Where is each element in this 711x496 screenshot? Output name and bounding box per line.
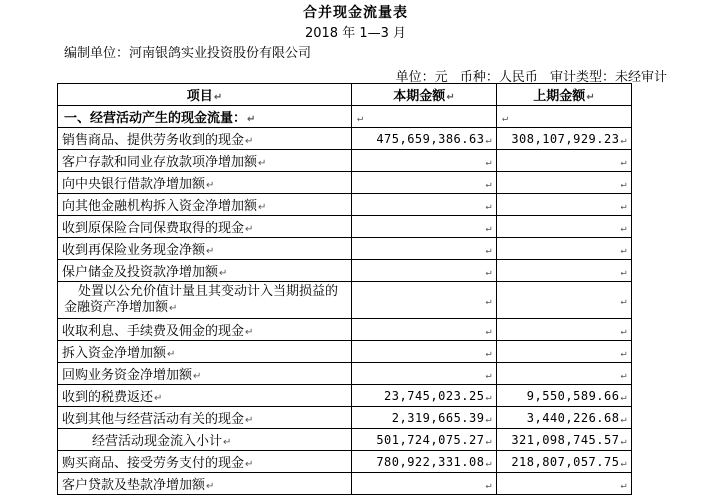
company-name: 编制单位：河南银鸽实业投资股份有限公司 — [64, 46, 312, 61]
row-current-amount: ↵ — [352, 363, 497, 385]
row-current-amount: 475,659,386.63↵ — [352, 128, 497, 150]
row-current-amount: ↵ — [352, 106, 497, 128]
row-label: 收到原保险合同保费取得的现金↵ — [58, 216, 352, 238]
row-label: 收到其他与经营活动有关的现金↵ — [58, 407, 352, 429]
row-current-amount: ↵ — [352, 150, 497, 172]
row-label: 处置以公允价值计量且其变动计入当期损益的金融资产净增加额↵ — [58, 282, 352, 319]
table-row — [58, 106, 632, 128]
row-previous-amount: 321,098,745.57↵ — [497, 429, 632, 451]
row-previous-amount: ↵ — [497, 341, 632, 363]
row-previous-amount: 3,440,226.68↵ — [497, 407, 632, 429]
table-row — [58, 451, 632, 473]
table-row — [58, 216, 632, 238]
table-row — [58, 150, 632, 172]
header-previous: 上期金额↵ — [497, 84, 632, 106]
row-label: 向其他金融机构拆入资金净增加额↵ — [58, 194, 352, 216]
row-previous-amount: ↵ — [497, 194, 632, 216]
row-current-amount: ↵ — [352, 216, 497, 238]
row-label: 保户储金及投资款净增加额↵ — [58, 260, 352, 282]
table-row — [58, 429, 632, 451]
currency-label: 币种：人民币 — [459, 70, 538, 85]
table-row — [58, 319, 632, 341]
table-row — [58, 194, 632, 216]
row-current-amount: ↵ — [352, 282, 497, 319]
row-label: 购买商品、接受劳务支付的现金↵ — [58, 451, 352, 473]
row-previous-amount: 308,107,929.23↵ — [497, 128, 632, 150]
table-row — [58, 238, 632, 260]
row-previous-amount: ↵ — [497, 282, 632, 319]
row-label: 收到再保险业务现金净额↵ — [58, 238, 352, 260]
cash-flow-table — [57, 83, 632, 495]
row-current-amount: ↵ — [352, 260, 497, 282]
row-previous-amount: ↵ — [497, 319, 632, 341]
row-previous-amount: 218,807,057.75↵ — [497, 451, 632, 473]
unit-label: 单位：元 — [395, 70, 448, 85]
row-label: 拆入资金净增加额↵ — [58, 341, 352, 363]
row-current-amount: ↵ — [352, 473, 497, 495]
table-row — [58, 341, 632, 363]
row-current-amount: 501,724,075.27↵ — [352, 429, 497, 451]
row-previous-amount: ↵ — [497, 473, 632, 495]
table-header-row — [58, 84, 632, 106]
table-row — [58, 407, 632, 429]
row-label: 客户贷款及垫款净增加额↵ — [58, 473, 352, 495]
row-label: 销售商品、提供劳务收到的现金↵ — [58, 128, 352, 150]
table-row — [58, 260, 632, 282]
report-title: 合并现金流量表 — [303, 5, 408, 21]
table-row — [58, 172, 632, 194]
row-previous-amount: 9,550,589.66↵ — [497, 385, 632, 407]
row-current-amount: 23,745,023.25↵ — [352, 385, 497, 407]
row-current-amount: ↵ — [352, 319, 497, 341]
row-previous-amount: ↵ — [497, 260, 632, 282]
row-current-amount: ↵ — [352, 238, 497, 260]
table-row — [58, 473, 632, 495]
row-label: 客户存款和同业存放款项净增加额↵ — [58, 150, 352, 172]
row-previous-amount: ↵ — [497, 363, 632, 385]
header-item: 项目↵ — [58, 84, 352, 106]
row-current-amount: ↵ — [352, 341, 497, 363]
header-current: 本期金额↵ — [352, 84, 497, 106]
table-row — [58, 385, 632, 407]
row-label: 一、经营活动产生的现金流量：↵ — [58, 106, 352, 128]
report-period: 2018 年 1—3 月 — [304, 26, 407, 41]
row-previous-amount: ↵ — [497, 172, 632, 194]
row-current-amount: ↵ — [352, 172, 497, 194]
table-row — [58, 282, 632, 319]
row-current-amount: 2,319,665.39↵ — [352, 407, 497, 429]
table-row — [58, 128, 632, 150]
row-label: 收取利息、手续费及佣金的现金↵ — [58, 319, 352, 341]
row-label: 向中央银行借款净增加额↵ — [58, 172, 352, 194]
row-current-amount: 780,922,331.08↵ — [352, 451, 497, 473]
row-current-amount: ↵ — [352, 194, 497, 216]
row-label: 回购业务资金净增加额↵ — [58, 363, 352, 385]
row-previous-amount: ↵ — [497, 150, 632, 172]
row-previous-amount: ↵ — [497, 238, 632, 260]
row-label: 收到的税费返还↵ — [58, 385, 352, 407]
row-label: 经营活动现金流入小计↵ — [58, 429, 352, 451]
audit-type-label: 审计类型：未经审计 — [549, 70, 667, 85]
row-previous-amount: ↵ — [497, 106, 632, 128]
row-previous-amount: ↵ — [497, 216, 632, 238]
table-row — [58, 363, 632, 385]
